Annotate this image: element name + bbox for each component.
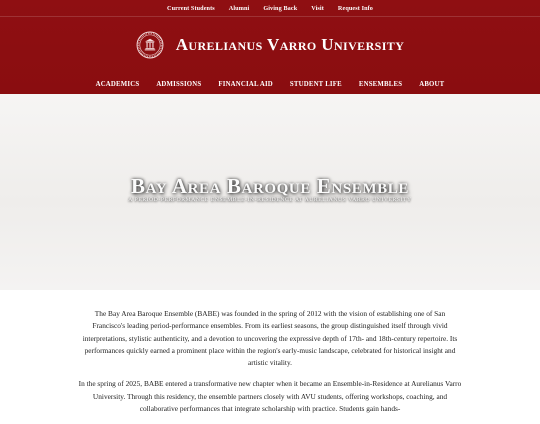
utility-nav xyxy=(0,3,540,15)
page-subtitle: A PERIOD-PERFORMANCE ENSEMBLE-IN-RESIDENCE AT AURELIANUS VARRO UNIVERSITY xyxy=(128,197,412,203)
nav-item-financial-aid[interactable]: FINANCIAL AID xyxy=(218,81,273,88)
nav-item-about[interactable]: ABOUT xyxy=(419,81,445,88)
site-header xyxy=(0,0,540,94)
main-nav xyxy=(0,78,540,92)
main-content xyxy=(78,308,462,424)
utility-link-alumni[interactable]: Alumni xyxy=(228,5,250,12)
nav-item-student-life[interactable]: STUDENT LIFE xyxy=(289,81,342,88)
hero-banner xyxy=(0,94,540,290)
brand-lockup[interactable] xyxy=(0,30,540,60)
nav-item-academics[interactable]: ACADEMICS xyxy=(95,81,140,88)
utility-link-giving-back[interactable]: Giving Back xyxy=(263,5,298,12)
utility-link-current-students[interactable]: Current Students xyxy=(167,5,215,12)
nav-item-ensembles[interactable]: ENSEMBLES xyxy=(358,81,403,88)
page-title: Bay Area Baroque Ensemble xyxy=(131,174,409,199)
nav-item-admissions[interactable]: ADMISSIONS xyxy=(156,81,202,88)
utility-link-visit[interactable]: Visit xyxy=(311,5,324,12)
residency-paragraph: In the spring of 2025, BABE entered a transformative new chapter when it became an Ensemble-in-Residence at Aurelianus Varro University. Through this residency, the ensemble partners closely with AVU students, offering workshops, coaching, and collaborative performances that integrate scholarship with practice. Students gain hands- xyxy=(78,379,462,414)
intro-paragraph: The Bay Area Baroque Ensemble (BABE) was founded in the spring of 2012 with the vision of establishing one of San Francisco's leading period-performance ensembles. From its earliest seasons, the group distinguished itself through vivid interpretations, stylistic authenticity, and a devotion to uncovering the expressive depth of 17th- and 18th-century repertoire. Its performances quickly earned a prominent place within the region's early-music landscape, celebrated for historical insight and artistic vitality. xyxy=(82,309,458,368)
utility-link-request-info[interactable]: Request Info xyxy=(337,5,373,12)
university-name: Aurelianus Varro University xyxy=(175,35,405,54)
utility-nav-divider xyxy=(0,16,540,17)
university-seal-icon xyxy=(136,31,164,59)
